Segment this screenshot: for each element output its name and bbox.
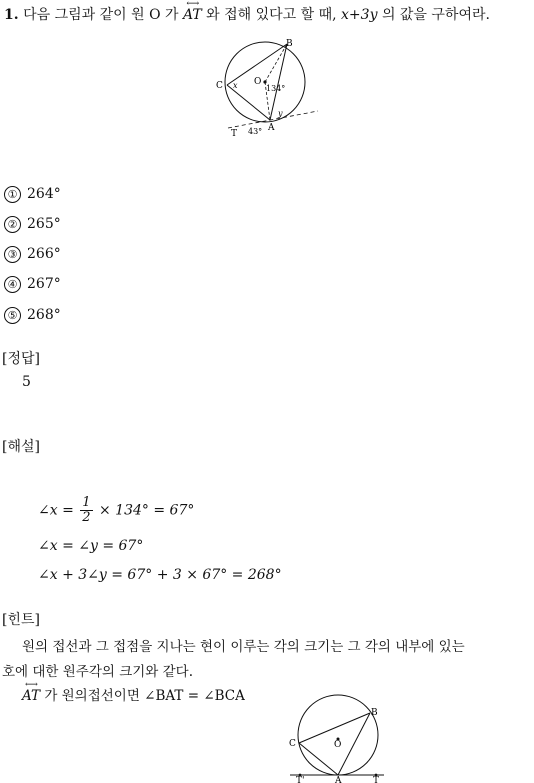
solution-heading: [해설]	[2, 439, 40, 455]
solution-line-2: ∠x = ∠y = 67°	[38, 538, 144, 554]
label-t: T	[231, 129, 238, 139]
fraction-half: $\frac{1}{2}$	[82, 495, 91, 525]
question-text-after: 와 접해 있다고 할 때,	[206, 7, 337, 23]
option-marker: ②	[4, 216, 21, 233]
question-number: 1.	[4, 7, 19, 23]
hint-tangent-label: ⟷ AT	[22, 680, 41, 704]
question-text-end: 의 값을 구하여라.	[381, 7, 490, 23]
hint-label-t: T	[373, 776, 380, 783]
hint-label-t1: T'	[296, 776, 305, 783]
option-value: 266°	[27, 246, 61, 262]
option-value: 267°	[27, 276, 61, 292]
label-angle-43: 43°	[248, 127, 263, 136]
option-value: 264°	[27, 186, 61, 202]
figure-circle-tangent	[210, 36, 330, 146]
label-y: y	[278, 109, 283, 118]
option-3[interactable]	[4, 246, 61, 263]
option-5[interactable]	[4, 307, 61, 324]
question-line	[4, 0, 490, 24]
label-x: x	[233, 81, 238, 90]
option-1[interactable]	[4, 186, 61, 203]
answer-value: 5	[22, 374, 31, 390]
hint-label-c: C	[289, 739, 296, 749]
question-expression: x+3y	[341, 7, 378, 23]
chord-ca	[227, 85, 270, 120]
label-c: C	[216, 81, 223, 91]
label-b: B	[286, 39, 293, 49]
solution-line-3: ∠x + 3∠y = 67° + 3 × 67° = 268°	[38, 567, 282, 583]
hint-heading: [힌트]	[2, 612, 40, 628]
radius-ob	[265, 44, 287, 82]
question-text-before: 다음 그림과 같이 원 O 가	[23, 7, 179, 23]
hint-line-1: 원의 접선과 그 접점을 지나는 현이 이루는 각의 크기는 그 각의 내부에 있는	[22, 639, 465, 655]
option-value: 268°	[27, 307, 61, 323]
label-angle-134: 134°	[266, 84, 286, 93]
option-marker: ③	[4, 246, 21, 263]
hint-chord-ab	[338, 713, 370, 775]
option-marker: ⑤	[4, 307, 21, 324]
hint-chord-cb	[299, 713, 370, 743]
hint-label-o: O	[334, 740, 342, 750]
label-o: O	[254, 77, 262, 87]
hint-line-2: 호에 대한 원주각의 크기와 같다.	[2, 664, 193, 680]
hint-label-b: B	[371, 708, 378, 718]
label-a: A	[268, 123, 275, 133]
option-marker: ④	[4, 276, 21, 293]
hint-line-3: ⟷ AT 가 원의접선이면 ∠BAT = ∠BCA	[22, 680, 245, 704]
hint-label-a: A	[335, 776, 342, 783]
hint-circle	[298, 695, 378, 775]
option-4[interactable]	[4, 276, 61, 293]
option-2[interactable]	[4, 216, 61, 233]
solution-line-1: ∠x = $\frac{1}{2}$ × 134° = 67°	[38, 495, 195, 525]
tangent-line-label: ⟷ AT	[182, 0, 202, 23]
option-value: 265°	[27, 216, 61, 232]
figure-hint-circle	[286, 693, 386, 783]
answer-heading: [정답]	[2, 351, 40, 367]
option-marker: ①	[4, 186, 21, 203]
